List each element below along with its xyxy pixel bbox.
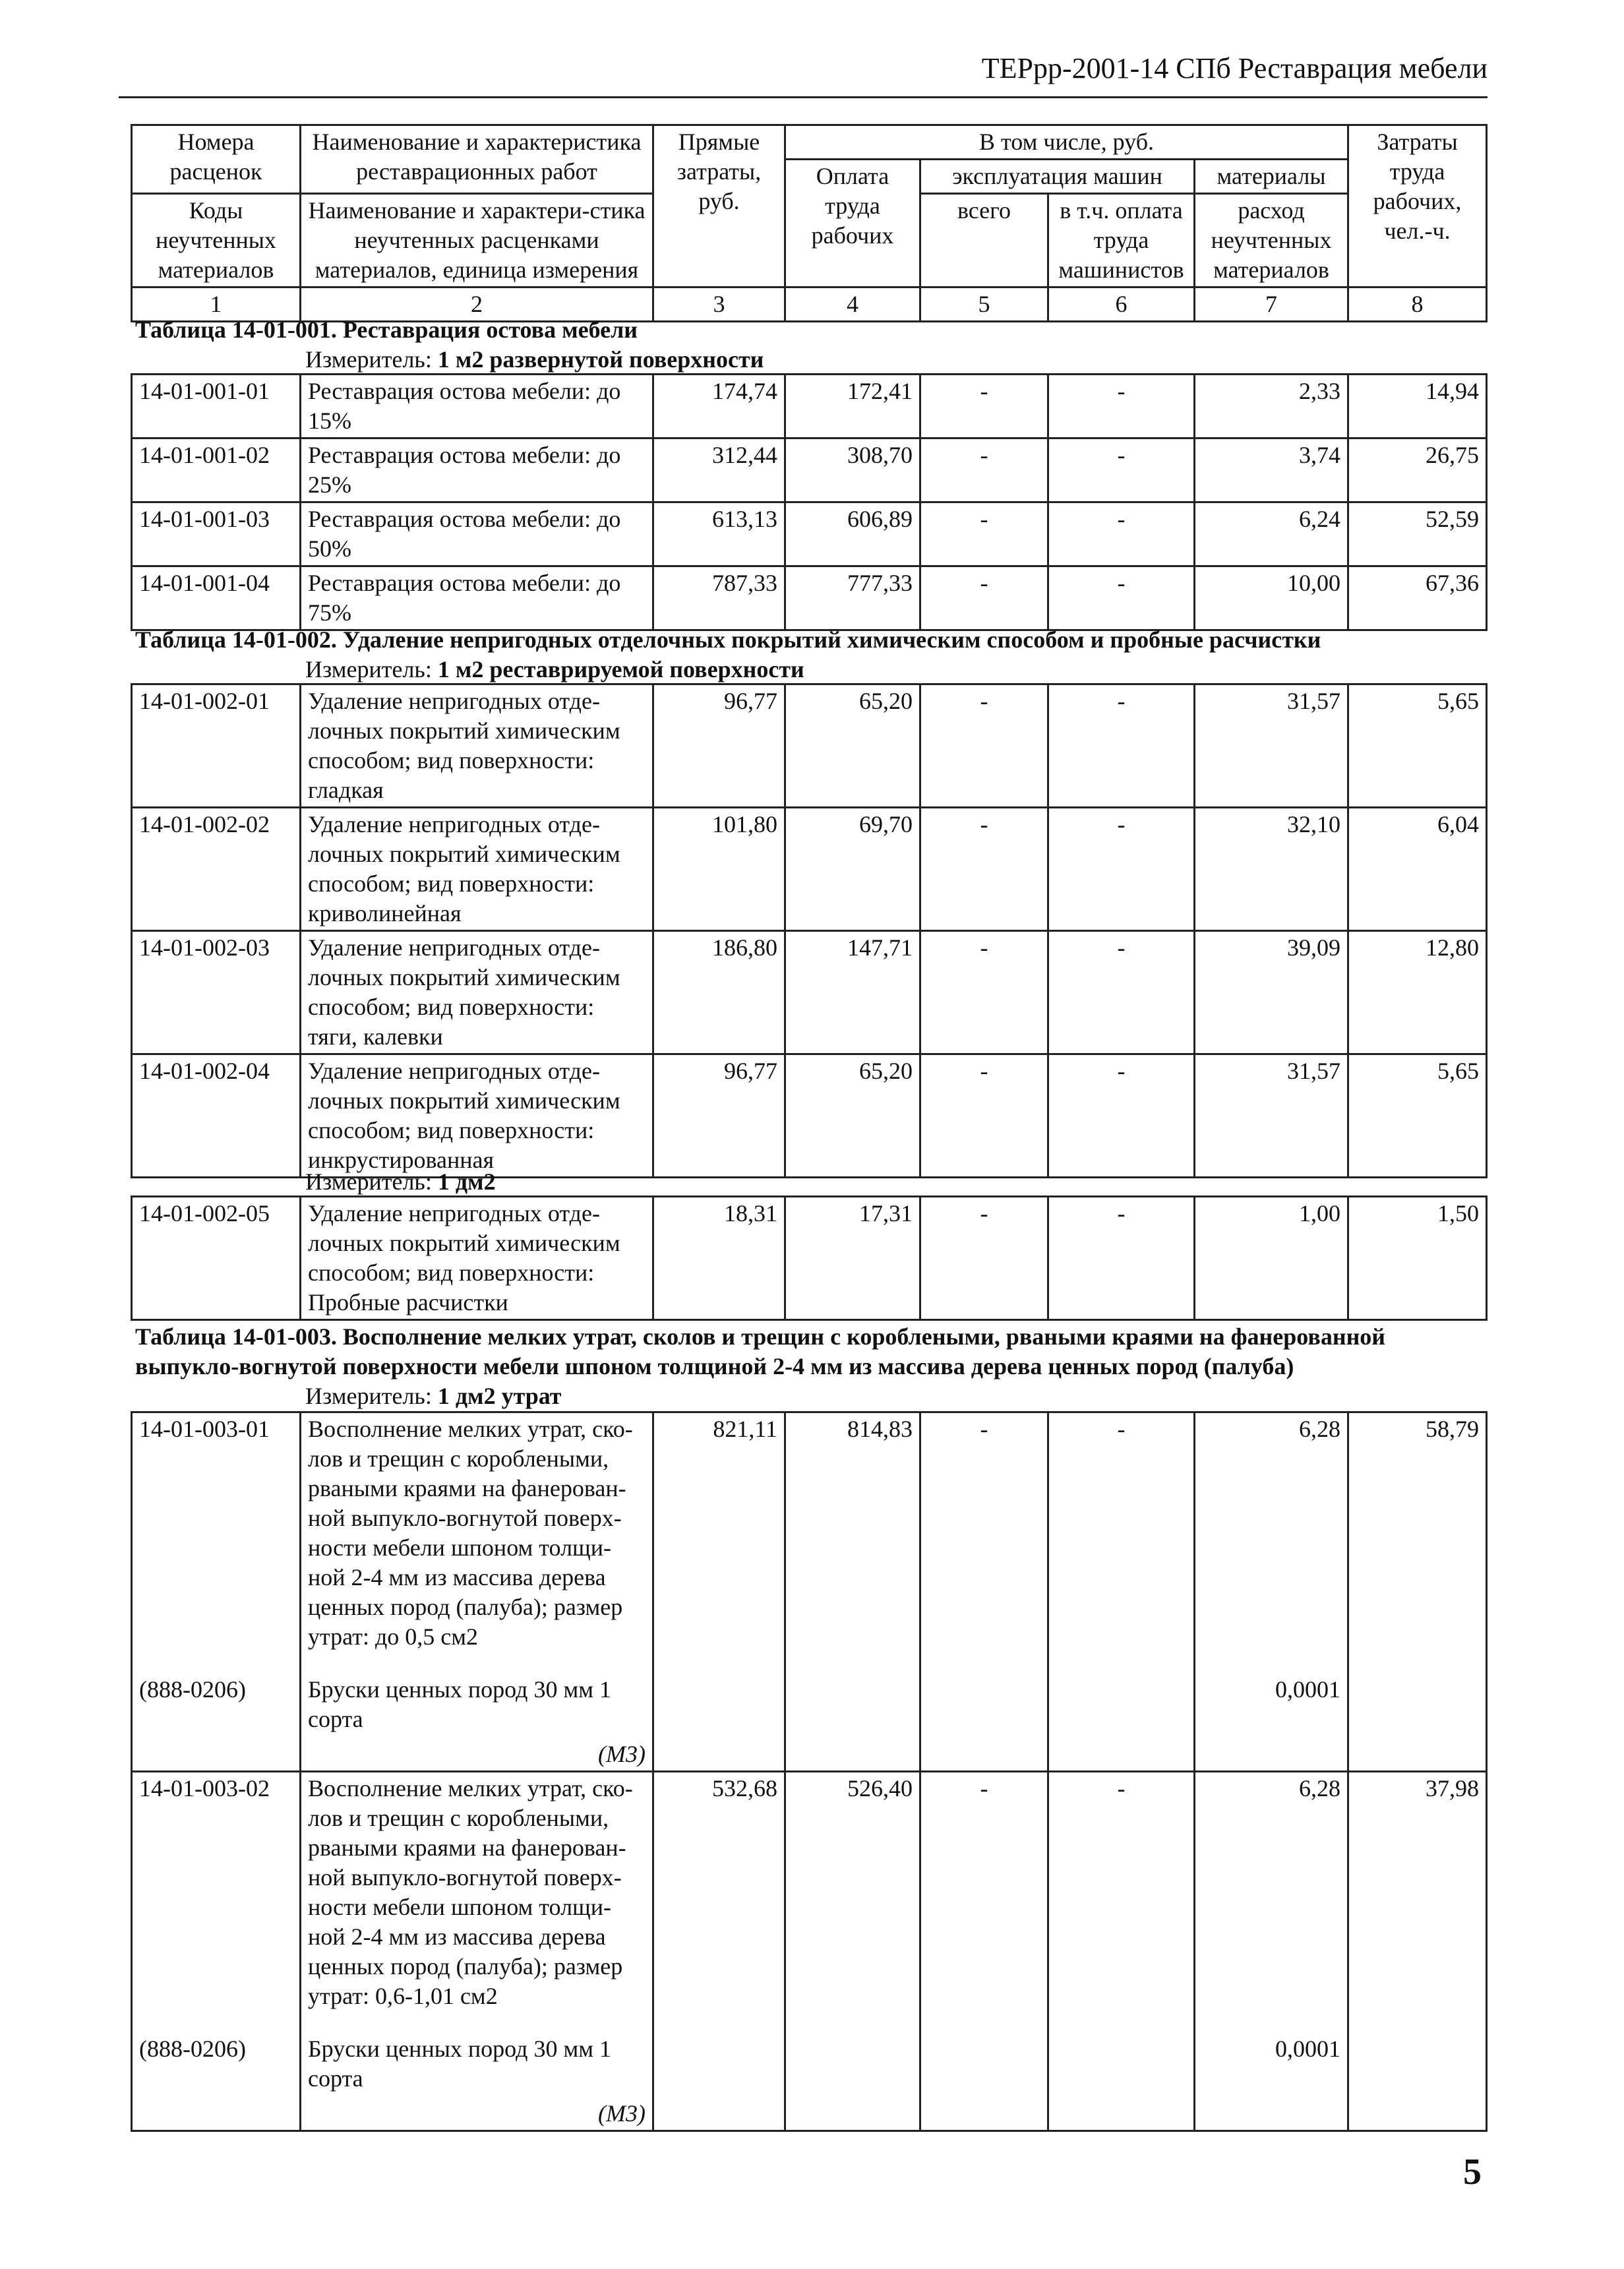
material-unit: (М3): [598, 2100, 646, 2127]
rate-code: 14-01-001-04: [132, 566, 301, 630]
col-num: 6: [1048, 287, 1195, 322]
measure-label: Измеритель:: [305, 346, 432, 373]
materials-cost: 39,09: [1195, 931, 1348, 1054]
table-14-01-001: [131, 373, 1488, 631]
table-14-01-003: [131, 1411, 1488, 2132]
labor-cost: 147,71: [785, 931, 920, 1054]
direct-cost: 174,74: [653, 375, 785, 439]
materials-cost: 6,28: [1299, 1775, 1340, 1801]
materials-cost: 2,33: [1195, 375, 1348, 439]
materials-cost: 6,28: [1299, 1416, 1340, 1442]
measure-value: 1 дм2: [437, 1168, 496, 1195]
measure-label: Измеритель:: [305, 656, 432, 682]
rate-name: Восполнение мелких утрат, ско-лов и трещин с короблеными, рваными краями на фанерован-ной выпукло-вогнутой поверх-ности мебели шпоном толщи-ной 2-4 мм из массива дерева ценных пород (палуба); размер утрат: до 0,5 см2: [308, 1416, 633, 1650]
table-row: [132, 1412, 1487, 1772]
col-num: 3: [653, 287, 785, 322]
labor-hours: 5,65: [1348, 1054, 1487, 1178]
machines-total: -: [920, 684, 1048, 808]
machinist-labor: -: [1048, 375, 1195, 439]
table-caption: Таблица 14-01-002. Удаление непригодных отделочных покрытий химическим способом и пробные расчистки: [135, 626, 1321, 653]
direct-cost: 18,31: [653, 1197, 785, 1320]
table-row: [132, 566, 1487, 630]
labor-hours: 14,94: [1348, 375, 1487, 439]
rate-name: Удаление непригодных отде-лочных покрытий химическим способом; вид поверхности: тяги, калевки: [301, 931, 653, 1054]
col-machinist-labor: в т.ч. оплата труда машинистов: [1048, 194, 1195, 287]
labor-hours: 6,04: [1348, 808, 1487, 931]
rate-code: 14-01-001-02: [132, 439, 301, 502]
machinist-labor: -: [1048, 1772, 1195, 2131]
materials-cost: 31,57: [1195, 684, 1348, 808]
labor-hours: 67,36: [1348, 566, 1487, 630]
direct-cost: 787,33: [653, 566, 785, 630]
labor-hours: 1,50: [1348, 1197, 1487, 1320]
machinist-labor: -: [1048, 502, 1195, 566]
rate-name: Удаление непригодных отде-лочных покрытий химическим способом; вид поверхности: инкрустированная: [301, 1054, 653, 1178]
labor-cost: 777,33: [785, 566, 920, 630]
rate-code: 14-01-002-03: [132, 931, 301, 1054]
material-name: Бруски ценных пород 30 мм 1 сорта: [308, 2036, 612, 2092]
machines-total: -: [920, 808, 1048, 931]
col-num: 2: [301, 287, 653, 322]
table-row: [132, 684, 1487, 808]
materials-header: материалы: [1195, 160, 1348, 194]
rate-code: 14-01-002-05: [132, 1197, 301, 1320]
rate-name: Удаление непригодных отде-лочных покрытий химическим способом; вид поверхности: гладкая: [301, 684, 653, 808]
direct-cost: 821,11: [653, 1412, 785, 1772]
labor-hours: 26,75: [1348, 439, 1487, 502]
col-name-header-2: Наименование и характери-стика неучтенных расценками материалов, единица измерения: [301, 194, 653, 287]
labor-cost: 65,20: [785, 1054, 920, 1178]
measure-line: [305, 655, 804, 684]
materials-cost: 10,00: [1195, 566, 1348, 630]
direct-cost: 96,77: [653, 1054, 785, 1178]
header-table: [131, 124, 1488, 322]
table-14-01-002: [131, 683, 1488, 1178]
rate-name: Удаление непригодных отде-лочных покрытий химическим способом; вид поверхности: криволинейная: [301, 808, 653, 931]
machinist-labor: -: [1048, 1412, 1195, 1772]
machinist-labor: -: [1048, 808, 1195, 931]
measure-label: Измеритель:: [305, 1168, 432, 1195]
labor-cost: 17,31: [785, 1197, 920, 1320]
table-row: [132, 1772, 1487, 2131]
material-code: (888-0206): [139, 1676, 246, 1703]
rate-name: Реставрация остова мебели: до 15%: [301, 375, 653, 439]
machines-header: эксплуатация машин: [920, 160, 1195, 194]
labor-cost: 814,83: [785, 1412, 920, 1772]
machines-total: -: [920, 1197, 1048, 1320]
col-num: 1: [132, 287, 301, 322]
col-num: 8: [1348, 287, 1487, 322]
labor-hours: 37,98: [1348, 1772, 1487, 2131]
material-code: (888-0206): [139, 2036, 246, 2062]
measure-line: [305, 1381, 561, 1411]
rate-code: 14-01-001-03: [132, 502, 301, 566]
col-name-header: Наименование и характеристика реставрационных работ: [301, 125, 653, 194]
labor-hours: 5,65: [1348, 684, 1487, 808]
materials-cost: 1,00: [1195, 1197, 1348, 1320]
rate-name: Удаление непригодных отде-лочных покрытий химическим способом; вид поверхности: Пробные расчистки: [301, 1197, 653, 1320]
table-row: [132, 1197, 1487, 1320]
page-number: 5: [1463, 2152, 1482, 2193]
labor-cost: 308,70: [785, 439, 920, 502]
machines-total: -: [920, 1412, 1048, 1772]
direct-cost: 186,80: [653, 931, 785, 1054]
machinist-labor: -: [1048, 931, 1195, 1054]
material-consumption: 0,0001: [1275, 1676, 1340, 1703]
labor-cost: 172,41: [785, 375, 920, 439]
col-num: 4: [785, 287, 920, 322]
table-row: [132, 439, 1487, 502]
machinist-labor: -: [1048, 1054, 1195, 1178]
machinist-labor: -: [1048, 439, 1195, 502]
machines-total: -: [920, 502, 1048, 566]
col-codes-header: Номера расценок: [132, 125, 301, 194]
machinist-labor: -: [1048, 1197, 1195, 1320]
including-header: В том числе, руб.: [785, 125, 1348, 160]
rate-code: 14-01-002-01: [132, 684, 301, 808]
labor-cost: 69,70: [785, 808, 920, 931]
direct-cost: 532,68: [653, 1772, 785, 2131]
col-machines-total: всего: [920, 194, 1048, 287]
labor-hours: 12,80: [1348, 931, 1487, 1054]
col-num: 7: [1195, 287, 1348, 322]
direct-cost: 101,80: [653, 808, 785, 931]
col-materials-use: расход неучтенных материалов: [1195, 194, 1348, 287]
direct-cost: 613,13: [653, 502, 785, 566]
direct-cost: 312,44: [653, 439, 785, 502]
materials-cost: 6,24: [1195, 502, 1348, 566]
materials-cost: 32,10: [1195, 808, 1348, 931]
labor-cost: 526,40: [785, 1772, 920, 2131]
machines-total: -: [920, 931, 1048, 1054]
col-num: 5: [920, 287, 1048, 322]
labor-hours: 52,59: [1348, 502, 1487, 566]
col-direct-header: Прямые затраты, руб.: [653, 125, 785, 287]
table-row: [132, 375, 1487, 439]
rate-name: Восполнение мелких утрат, ско-лов и трещин с короблеными, рваными краями на фанерован-ной выпукло-вогнутой поверх-ности мебели шпоном толщи-ной 2-4 мм из массива дерева ценных пород (палуба); размер утрат: 0,6-1,01 см2: [308, 1775, 633, 2009]
col-labor-header: Оплата труда рабочих: [785, 160, 920, 287]
material-name: Бруски ценных пород 30 мм 1 сорта: [308, 1676, 612, 1732]
measure-value: 1 дм2 утрат: [437, 1383, 562, 1409]
table-row: [132, 808, 1487, 931]
machines-total: -: [920, 1054, 1048, 1178]
direct-cost: 96,77: [653, 684, 785, 808]
rate-code: 14-01-002-02: [132, 808, 301, 931]
material-unit: (М3): [598, 1741, 646, 1767]
measure-value: 1 м2 развернутой поверхности: [437, 346, 764, 373]
rate-name: Реставрация остова мебели: до 25%: [301, 439, 653, 502]
rate-code: 14-01-003-01: [139, 1416, 270, 1442]
material-consumption: 0,0001: [1275, 2036, 1340, 2062]
rate-code: 14-01-003-02: [139, 1775, 270, 1801]
labor-hours: 58,79: [1348, 1412, 1487, 1772]
rate-code: 14-01-001-01: [132, 375, 301, 439]
measure-value: 1 м2 реставрируемой поверхности: [437, 656, 804, 682]
table-row: [132, 931, 1487, 1054]
measure-line: [305, 1167, 496, 1197]
machinist-labor: -: [1048, 566, 1195, 630]
labor-cost: 606,89: [785, 502, 920, 566]
machines-total: -: [920, 439, 1048, 502]
table-row: [132, 1054, 1487, 1178]
table-row: [132, 502, 1487, 566]
machines-total: -: [920, 566, 1048, 630]
table-14-01-002-part2: [131, 1195, 1488, 1321]
col-hours-header: Затраты труда рабочих, чел.-ч.: [1348, 125, 1487, 287]
page-header: [119, 40, 1488, 98]
col-codes-header-2: Коды неучтенных материалов: [132, 194, 301, 287]
rate-name: Реставрация остова мебели: до 75%: [301, 566, 653, 630]
table-caption: Таблица 14-01-001. Реставрация остова мебели: [135, 317, 638, 343]
machinist-labor: -: [1048, 684, 1195, 808]
machines-total: -: [920, 375, 1048, 439]
labor-cost: 65,20: [785, 684, 920, 808]
rate-name: Реставрация остова мебели: до 50%: [301, 502, 653, 566]
table-caption-line2: выпукло-вогнутой поверхности мебели шпоном толщиной 2-4 мм из массива дерева ценных пород (палуба): [135, 1353, 1294, 1379]
rate-code: 14-01-002-04: [132, 1054, 301, 1178]
table-caption: Таблица 14-01-003. Восполнение мелких утрат, сколов и трещин с короблеными, рваными краями на фанерованной: [135, 1323, 1386, 1350]
machines-total: -: [920, 1772, 1048, 2131]
materials-cost: 31,57: [1195, 1054, 1348, 1178]
measure-line: [305, 345, 764, 375]
document-title: ТЕРрр-2001-14 СПб Реставрация мебели: [981, 52, 1488, 84]
materials-cost: 3,74: [1195, 439, 1348, 502]
measure-label: Измеритель:: [305, 1383, 432, 1409]
